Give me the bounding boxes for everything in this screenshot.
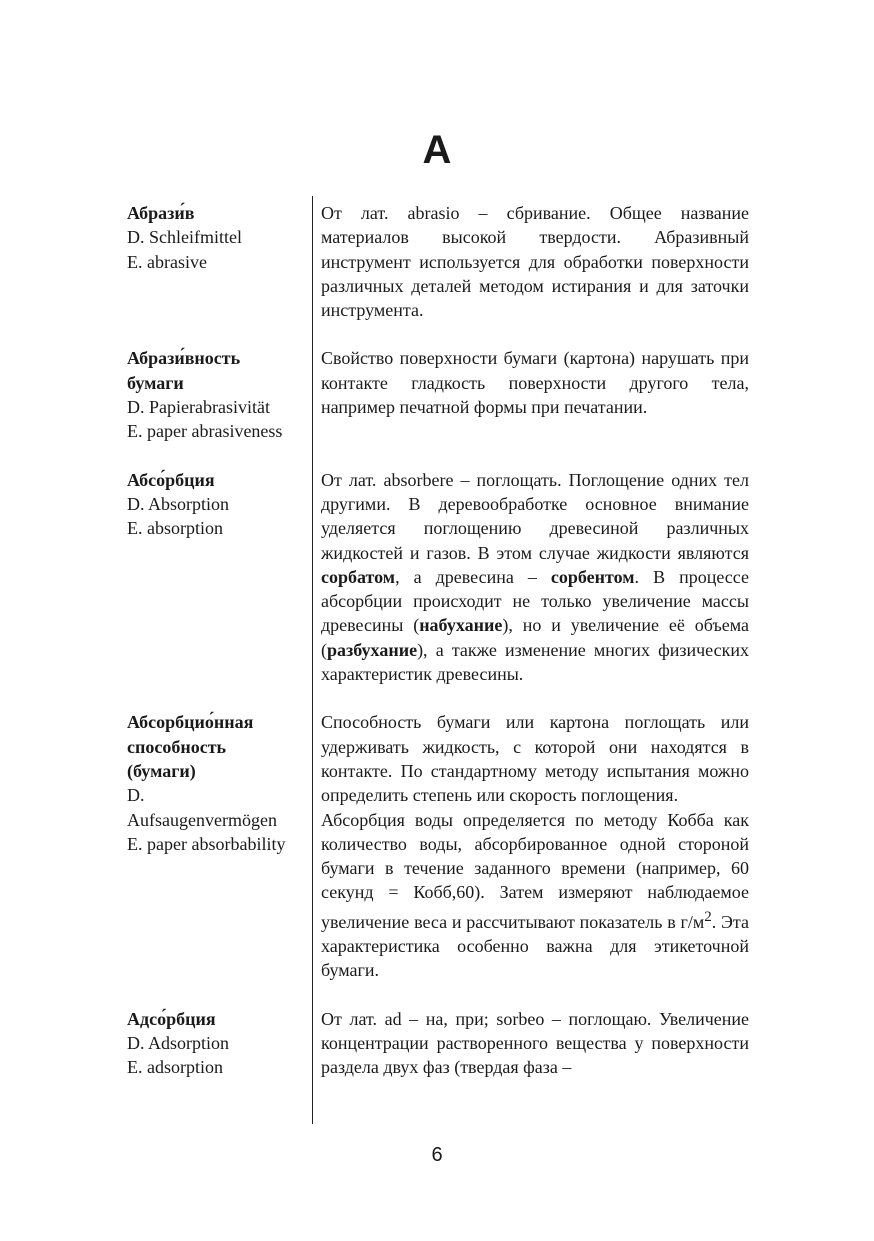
definition-text: , а древесина – (395, 566, 551, 587)
entry-headword: Абсорбцио́нная способность (бумаги) (127, 712, 254, 781)
entry-absorbtsionnaya-sposobnost (127, 710, 749, 982)
definition-text: От лат. absorbere – поглощать. Поглощение одних тел другими. В деревообработке основное внимание уделяется поглощению древесиной различных жидкостей и газов. В этом случае жидкости являются (321, 469, 749, 563)
page-number: 6 (431, 1144, 443, 1166)
entry-definition: От лат. ad – на, при; sorbeo – поглощаю. Увеличение концентрации растворенного вещества у поверхности раздела двух фаз (твердая фаза – (321, 1008, 749, 1078)
entry-term (127, 1007, 297, 1080)
entry-english: E. paper absorbability (127, 833, 286, 854)
definition-paragraph (321, 808, 749, 983)
term-sorbat: сорбатом (321, 566, 396, 587)
entry-headword: Абсо́рбция (127, 469, 215, 490)
section-letter: А (422, 128, 452, 172)
entry-german: D. Absorption (127, 493, 230, 514)
entry-english: E. adsorption (127, 1057, 223, 1078)
entry-definition (321, 468, 749, 687)
term-razbukhanie: разбухание (327, 639, 418, 660)
entry-german: D. Schleifmittel (127, 227, 242, 248)
entry-definition (321, 710, 749, 982)
dictionary-entries (127, 201, 749, 1080)
entry-english: E. absorption (127, 518, 223, 539)
entry-english: E. paper abrasiveness (127, 421, 283, 442)
definition-text: ), а также изменение многих физических характеристик древесины. (321, 639, 749, 685)
entry-term (127, 710, 297, 982)
entry-definition: От лат. abrasio – сбривание. Общее название материалов высокой твердости. Абразивный инструмент используется для обработки поверхности различных деталей методом истирания и для заточки инструмента. (321, 203, 749, 321)
term-sorbent: сорбентом (550, 566, 635, 587)
entry-term (127, 201, 297, 322)
entry-adsorbtsiya (127, 1007, 749, 1080)
entry-term (127, 468, 297, 687)
definition-text: . Эта характеристика особенно важна для этикеточной бумаги. (321, 911, 749, 981)
definition-text: . В процессе абсорбции происходит не только увеличение массы древесины ( (321, 566, 749, 636)
entry-term (127, 346, 297, 443)
term-nabukhanie: набухание (419, 615, 503, 636)
entry-definition: Свойство поверхности бумаги (картона) нарушать при контакте гладкость поверхности другого тела, например печатной формы при печатании. (321, 348, 749, 418)
entry-german: D. Adsorption (127, 1032, 230, 1053)
superscript: 2 (704, 908, 712, 925)
definition-text: Абсорбция воды определяется по методу Кобба как количество воды, абсорбированное одной стороной бумаги в течение заданного времени (например, 60 секунд = Кобб,60). Затем измеряют наблюдаемое увеличение веса и рассчитывают показатель в г/м (321, 809, 749, 932)
definition-paragraph: Способность бумаги или картона поглощать или удерживать жидкость, с которой они находятся в контакте. По стандартному методу испытания можно определить степень или скорость поглощения. (321, 712, 749, 806)
entry-headword: Адсо́рбция (127, 1008, 216, 1029)
entry-abrazivnost-bumagi (127, 346, 749, 443)
entry-headword: Абрази́вность бумаги (127, 348, 241, 393)
entry-abraziv (127, 201, 749, 322)
entry-headword: Абрази́в (127, 203, 195, 223)
entry-english: E. abrasive (127, 251, 207, 272)
entry-absorbtsiya (127, 468, 749, 687)
entry-german: D. Aufsaugenvermögen (127, 785, 277, 830)
definition-text: ), но и увеличение её объема ( (321, 615, 749, 660)
entry-german: D. Papierabrasivität (127, 397, 270, 418)
